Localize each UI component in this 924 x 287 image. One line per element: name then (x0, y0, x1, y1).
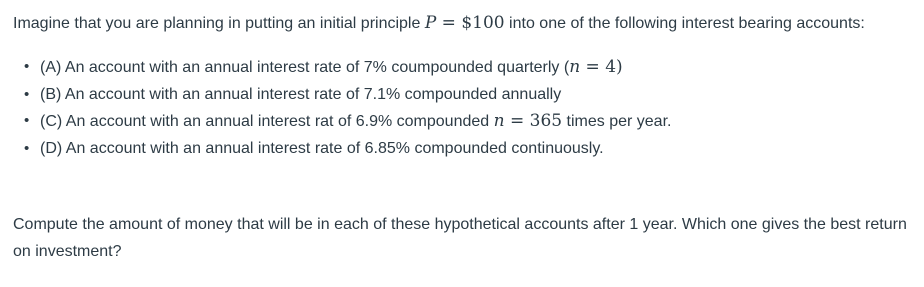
option-d-text: (D) An account with an annual interest rate of 6.85% compounded continuously. (40, 139, 604, 157)
intro-text-after: into one of the following interest bearing accounts: (504, 15, 865, 32)
option-a-text-after: ) (616, 57, 623, 77)
option-a-equation (569, 57, 622, 77)
list-item-option-a (13, 54, 913, 82)
option-c-number: 365 (529, 111, 563, 131)
option-c-equation (494, 111, 562, 131)
option-c-variable: n (493, 111, 505, 131)
option-a-text-before: (A) An account with an annual interest rate of 7% coumpounded quarterly ( (40, 59, 570, 76)
intro-paragraph (13, 10, 913, 37)
option-b-text: (B) An account with an annual interest rate of 7.1% compounded annually (40, 85, 562, 103)
option-c-text-after: times per year. (562, 113, 672, 130)
bullet-icon: • (24, 58, 30, 75)
list-item-option-b (13, 82, 913, 109)
equals-sign: = (436, 13, 462, 33)
bullet-icon: • (24, 139, 30, 157)
option-a-variable: n (569, 57, 581, 77)
option-c-text-before: (C) An account with an annual interest rat of 6.9% compounded (40, 113, 494, 130)
list-item-option-c (13, 108, 913, 136)
account-options-list (13, 54, 913, 162)
intro-text-before: Imagine that you are planning in putting an initial principle (13, 15, 425, 32)
bullet-icon: • (24, 85, 30, 103)
option-c-equals: = (504, 111, 530, 131)
principal-variable: P (424, 13, 437, 33)
problem-statement (13, 10, 913, 265)
option-a-equals: = (580, 57, 606, 77)
list-item-option-d (13, 136, 913, 163)
option-a-number: 4 (605, 57, 617, 77)
question-paragraph: Compute the amount of money that will be in each of these hypothetical accounts after 1 year. Which one gives the best return on investment? (13, 216, 907, 260)
principal-amount: $100 (461, 13, 505, 33)
bullet-icon: • (24, 112, 30, 129)
principal-equation (425, 13, 505, 33)
